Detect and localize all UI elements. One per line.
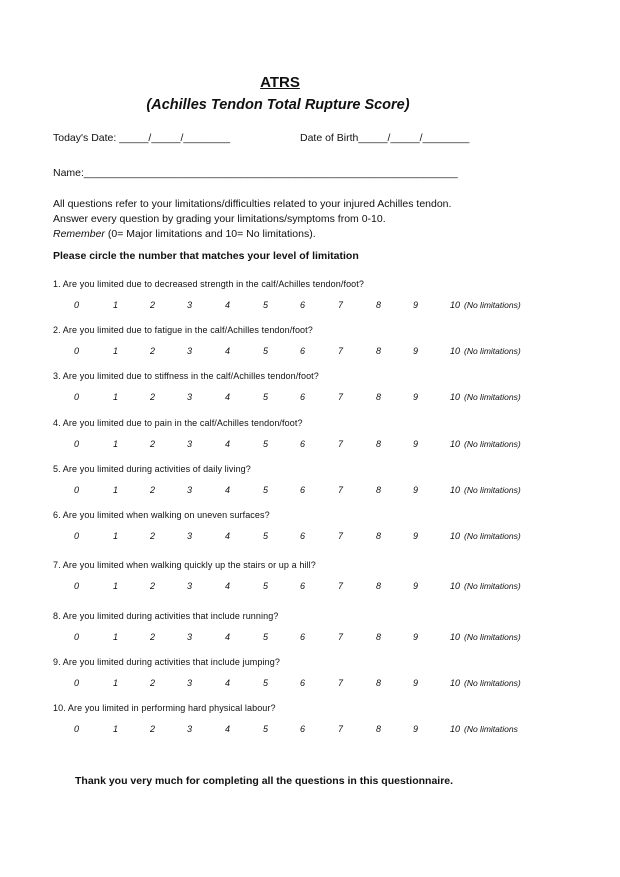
scale-option-7[interactable]: 7 [338, 392, 344, 402]
scale-option-0[interactable]: 0 [74, 300, 80, 310]
name-field[interactable]: Name:________________________________________________________________ [53, 167, 458, 179]
scale-option-10[interactable]: 10 [450, 392, 461, 402]
scale-option-8[interactable]: 8 [376, 392, 382, 402]
scale-option-4[interactable]: 4 [225, 439, 231, 449]
scale-option-3[interactable]: 3 [187, 531, 193, 541]
scale-option-8[interactable]: 8 [376, 632, 382, 642]
scale-option-6[interactable]: 6 [300, 439, 306, 449]
scale-option-2[interactable]: 2 [150, 678, 156, 688]
question-text: 2. Are you limited due to fatigue in the calf/Achilles tendon/foot? [53, 325, 313, 335]
scale-max-label: (No limitations) [464, 485, 521, 495]
scale-option-6[interactable]: 6 [300, 485, 306, 495]
scale-max-label: (No limitations [464, 724, 518, 734]
rating-scale [53, 300, 593, 314]
scale-option-5[interactable]: 5 [263, 632, 269, 642]
intro-line-3 [53, 227, 451, 242]
question-item [53, 371, 593, 406]
scale-option-8[interactable]: 8 [376, 724, 382, 734]
question-item [53, 279, 593, 314]
scale-option-10[interactable]: 10 [450, 632, 461, 642]
scale-option-5[interactable]: 5 [263, 531, 269, 541]
intro-line-1: All questions refer to your limitations/difficulties related to your injured Achilles tendon. [53, 198, 452, 210]
scale-option-5[interactable]: 5 [263, 678, 269, 688]
scale-option-8[interactable]: 8 [376, 300, 382, 310]
scale-option-10[interactable]: 10 [450, 531, 461, 541]
rating-scale [53, 346, 593, 360]
scale-option-6[interactable]: 6 [300, 300, 306, 310]
scale-option-4[interactable]: 4 [225, 678, 231, 688]
scale-max-label: (No limitations) [464, 392, 521, 402]
date-of-birth-field[interactable]: Date of Birth_____/_____/________ [300, 132, 470, 144]
scale-option-3[interactable]: 3 [187, 300, 193, 310]
scale-option-5[interactable]: 5 [263, 581, 269, 591]
scale-option-6[interactable]: 6 [300, 632, 306, 642]
scale-option-9[interactable]: 9 [413, 724, 419, 734]
scale-max-label: (No limitations) [464, 439, 521, 449]
scale-option-9[interactable]: 9 [413, 439, 419, 449]
scale-option-2[interactable]: 2 [150, 632, 156, 642]
scale-option-2[interactable]: 2 [150, 392, 156, 402]
question-text: 7. Are you limited when walking quickly up the stairs or up a hill? [53, 560, 316, 570]
scale-option-7[interactable]: 7 [338, 300, 344, 310]
scale-max-label: (No limitations) [464, 531, 521, 541]
scale-option-0[interactable]: 0 [74, 439, 80, 449]
scale-option-5[interactable]: 5 [263, 439, 269, 449]
scale-option-1[interactable]: 1 [113, 531, 119, 541]
scale-option-6[interactable]: 6 [300, 581, 306, 591]
scale-option-0[interactable]: 0 [74, 392, 80, 402]
instruction-text: Please circle the number that matches your level of limitation [53, 250, 359, 262]
scale-option-0[interactable]: 0 [74, 531, 80, 541]
scale-option-1[interactable]: 1 [113, 346, 119, 356]
scale-option-7[interactable]: 7 [338, 439, 344, 449]
rating-scale [53, 392, 593, 406]
scale-option-10[interactable]: 10 [450, 485, 461, 495]
scale-option-4[interactable]: 4 [225, 300, 231, 310]
scale-option-10[interactable]: 10 [450, 439, 461, 449]
scale-option-5[interactable]: 5 [263, 485, 269, 495]
question-text: 6. Are you limited when walking on uneven surfaces? [53, 510, 270, 520]
remember-label: Remember [53, 228, 105, 240]
rating-scale [53, 485, 593, 499]
scale-option-2[interactable]: 2 [150, 439, 156, 449]
scale-option-6[interactable]: 6 [300, 724, 306, 734]
scale-option-4[interactable]: 4 [225, 724, 231, 734]
question-item [53, 657, 593, 692]
question-text: 8. Are you limited during activities that include running? [53, 611, 279, 621]
scale-option-4[interactable]: 4 [225, 531, 231, 541]
form-subtitle: (Achilles Tendon Total Rupture Score) [146, 97, 410, 113]
scale-option-9[interactable]: 9 [413, 531, 419, 541]
scale-option-4[interactable]: 4 [225, 392, 231, 402]
scale-max-label: (No limitations) [464, 581, 521, 591]
intro-line-2: Answer every question by grading your limitations/symptoms from 0-10. [53, 213, 386, 225]
question-item [53, 703, 593, 738]
question-item [53, 560, 593, 595]
scale-option-4[interactable]: 4 [225, 346, 231, 356]
scale-option-4[interactable]: 4 [225, 632, 231, 642]
question-item [53, 325, 593, 360]
scale-max-label: (No limitations) [464, 632, 521, 642]
scale-option-2[interactable]: 2 [150, 531, 156, 541]
remember-text: (0= Major limitations and 10= No limitations). [104, 228, 316, 240]
question-text: 5. Are you limited during activities of daily living? [53, 464, 251, 474]
scale-option-4[interactable]: 4 [225, 581, 231, 591]
scale-option-1[interactable]: 1 [113, 300, 119, 310]
rating-scale [53, 581, 593, 595]
rating-scale [53, 439, 593, 453]
scale-option-1[interactable]: 1 [113, 632, 119, 642]
scale-option-3[interactable]: 3 [187, 678, 193, 688]
scale-option-9[interactable]: 9 [413, 632, 419, 642]
scale-option-7[interactable]: 7 [338, 581, 344, 591]
scale-option-8[interactable]: 8 [376, 581, 382, 591]
scale-option-8[interactable]: 8 [376, 531, 382, 541]
scale-option-3[interactable]: 3 [187, 724, 193, 734]
scale-option-10[interactable]: 10 [450, 581, 461, 591]
scale-max-label: (No limitations) [464, 300, 521, 310]
scale-max-label: (No limitations) [464, 678, 521, 688]
scale-option-9[interactable]: 9 [413, 300, 419, 310]
question-text: 10. Are you limited in performing hard physical labour? [53, 703, 276, 713]
scale-option-1[interactable]: 1 [113, 485, 119, 495]
question-text: 9. Are you limited during activities that include jumping? [53, 657, 280, 667]
scale-option-1[interactable]: 1 [113, 392, 119, 402]
scale-option-0[interactable]: 0 [74, 632, 80, 642]
scale-option-10[interactable]: 10 [450, 678, 461, 688]
scale-option-10[interactable]: 10 [450, 300, 461, 310]
scale-option-3[interactable]: 3 [187, 392, 193, 402]
scale-option-4[interactable]: 4 [225, 485, 231, 495]
rating-scale [53, 724, 593, 738]
scale-option-9[interactable]: 9 [413, 581, 419, 591]
scale-option-9[interactable]: 9 [413, 485, 419, 495]
scale-option-7[interactable]: 7 [338, 485, 344, 495]
scale-option-7[interactable]: 7 [338, 724, 344, 734]
scale-option-8[interactable]: 8 [376, 485, 382, 495]
scale-option-8[interactable]: 8 [376, 439, 382, 449]
scale-option-7[interactable]: 7 [338, 678, 344, 688]
scale-option-10[interactable]: 10 [450, 346, 461, 356]
scale-option-5[interactable]: 5 [263, 346, 269, 356]
scale-option-7[interactable]: 7 [338, 346, 344, 356]
form-title: ATRS [260, 74, 300, 91]
intro-text [53, 197, 451, 242]
scale-option-5[interactable]: 5 [263, 392, 269, 402]
scale-option-0[interactable]: 0 [74, 485, 80, 495]
rating-scale [53, 531, 593, 545]
question-item [53, 418, 593, 453]
scale-option-1[interactable]: 1 [113, 439, 119, 449]
scale-option-2[interactable]: 2 [150, 300, 156, 310]
question-text: 4. Are you limited due to pain in the calf/Achilles tendon/foot? [53, 418, 303, 428]
scale-option-6[interactable]: 6 [300, 392, 306, 402]
question-text: 1. Are you limited due to decreased strength in the calf/Achilles tendon/foot? [53, 279, 364, 289]
question-item [53, 464, 593, 499]
scale-option-1[interactable]: 1 [113, 581, 119, 591]
scale-option-0[interactable]: 0 [74, 346, 80, 356]
scale-option-6[interactable]: 6 [300, 346, 306, 356]
scale-option-7[interactable]: 7 [338, 632, 344, 642]
todays-date-field[interactable]: Today's Date: _____/_____/________ [53, 132, 231, 144]
scale-option-5[interactable]: 5 [263, 300, 269, 310]
question-text: 3. Are you limited due to stiffness in the calf/Achilles tendon/foot? [53, 371, 319, 381]
scale-option-2[interactable]: 2 [150, 724, 156, 734]
scale-max-label: (No limitations) [464, 346, 521, 356]
rating-scale [53, 632, 593, 646]
scale-option-5[interactable]: 5 [263, 724, 269, 734]
question-item [53, 611, 593, 646]
thank-you-note: Thank you very much for completing all the questions in this questionnaire. [75, 775, 454, 787]
scale-option-0[interactable]: 0 [74, 678, 80, 688]
question-item [53, 510, 593, 545]
scale-option-3[interactable]: 3 [187, 581, 193, 591]
scale-option-1[interactable]: 1 [113, 678, 119, 688]
scale-option-2[interactable]: 2 [150, 485, 156, 495]
scale-option-10[interactable]: 10 [450, 724, 461, 734]
scale-option-3[interactable]: 3 [187, 632, 193, 642]
scale-option-2[interactable]: 2 [150, 346, 156, 356]
scale-option-7[interactable]: 7 [338, 531, 344, 541]
scale-option-3[interactable]: 3 [187, 346, 193, 356]
rating-scale [53, 678, 593, 692]
scale-option-3[interactable]: 3 [187, 439, 193, 449]
scale-option-0[interactable]: 0 [74, 581, 80, 591]
scale-option-6[interactable]: 6 [300, 531, 306, 541]
scale-option-9[interactable]: 9 [413, 346, 419, 356]
scale-option-0[interactable]: 0 [74, 724, 80, 734]
scale-option-8[interactable]: 8 [376, 346, 382, 356]
scale-option-3[interactable]: 3 [187, 485, 193, 495]
scale-option-1[interactable]: 1 [113, 724, 119, 734]
scale-option-6[interactable]: 6 [300, 678, 306, 688]
scale-option-9[interactable]: 9 [413, 678, 419, 688]
scale-option-8[interactable]: 8 [376, 678, 382, 688]
scale-option-9[interactable]: 9 [413, 392, 419, 402]
scale-option-2[interactable]: 2 [150, 581, 156, 591]
